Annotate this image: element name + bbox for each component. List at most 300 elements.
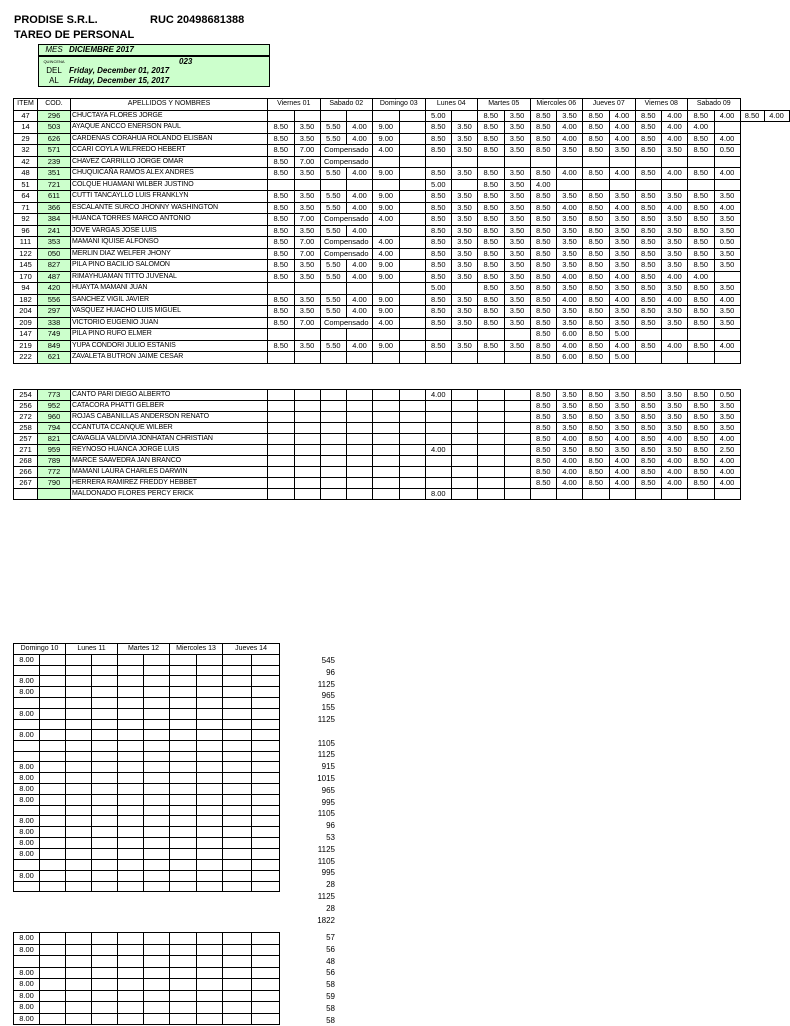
table-row: [14, 202, 790, 214]
hours-cell: [530, 489, 557, 500]
table-row: [14, 687, 280, 698]
hours-cell: [40, 741, 66, 751]
employee-name: SANCHEZ VIGIL JAVIER: [71, 294, 268, 306]
table-row: [14, 179, 790, 191]
hours-cell: [347, 179, 373, 191]
hours-cell: [92, 708, 118, 719]
hours-cell: 9.00: [373, 340, 400, 352]
hours-cell: [66, 816, 92, 827]
hours-cell: 5.00: [609, 352, 635, 364]
total-value: 1125: [317, 714, 335, 724]
hours-cell: 3.50: [294, 122, 320, 134]
hours-cell: 3.50: [557, 260, 583, 272]
hours-cell: [452, 489, 478, 500]
hours-cell: [170, 772, 197, 783]
hours-cell: [478, 434, 505, 445]
total-value: 1125: [317, 844, 335, 854]
employee-code: 749: [38, 329, 71, 341]
hours-cell: 3.50: [504, 214, 530, 226]
hours-cell: [170, 708, 197, 719]
column-header: Martes 12: [118, 644, 170, 655]
hours-cell: 3.50: [452, 168, 478, 180]
hours-cell: 3.50: [714, 225, 740, 237]
employee-code: 789: [38, 456, 71, 467]
hours-cell: 5.50: [320, 260, 347, 272]
table-row: [14, 805, 280, 815]
hours-cell: [223, 655, 252, 666]
employee-code: 556: [38, 294, 71, 306]
total-value: 58: [326, 1003, 335, 1013]
hours-cell: 8.50: [583, 478, 610, 489]
hours-cell: [170, 870, 197, 881]
hours-cell: 8.50: [583, 423, 610, 434]
hours-cell: [714, 122, 740, 134]
hours-cell: [66, 676, 92, 687]
hours-cell: 3.50: [294, 225, 320, 237]
hours-cell: [478, 467, 505, 478]
hours-cell: 4.00: [662, 168, 688, 180]
hours-cell: [223, 708, 252, 719]
employee-name: CHAVEZ CARRILLO JORGE OMAR: [71, 156, 268, 168]
total-value: 96: [326, 821, 335, 831]
hours-cell: 8.00: [14, 655, 40, 666]
hours-cell: [118, 805, 144, 815]
hours-cell: 8.50: [635, 248, 662, 260]
date-range-box: [38, 56, 270, 87]
hours-cell: [196, 990, 223, 1002]
hours-cell: [144, 719, 170, 729]
hours-cell: [66, 881, 92, 891]
hours-cell: [170, 967, 197, 979]
hours-cell: [294, 179, 320, 191]
hours-cell: 8.50: [688, 191, 715, 203]
hours-cell: [399, 489, 425, 500]
hours-cell: [196, 794, 223, 805]
hours-cell: 8.50: [530, 248, 557, 260]
hours-cell: [170, 794, 197, 805]
hours-cell: [635, 489, 662, 500]
hours-cell: 8.00: [14, 783, 40, 794]
hours-cell: [688, 329, 715, 341]
hours-cell: [714, 352, 740, 364]
hours-cell: 8.50: [583, 401, 610, 412]
hours-cell: [251, 772, 280, 783]
hours-cell: 8.50: [268, 271, 295, 283]
total-value: 995: [321, 797, 335, 807]
hours-cell: 4.00: [609, 110, 635, 122]
hours-cell: [40, 698, 66, 708]
hours-cell: [399, 133, 425, 145]
hours-cell: 8.50: [635, 168, 662, 180]
hours-cell: [251, 827, 280, 838]
hours-cell: [662, 329, 688, 341]
hours-cell: 8.50: [425, 133, 452, 145]
hours-cell: [40, 687, 66, 698]
hours-cell: [347, 412, 373, 423]
hours-cell: [251, 794, 280, 805]
hours-cell: 8.50: [530, 390, 557, 401]
hours-cell: [223, 794, 252, 805]
hours-cell: 8.50: [530, 423, 557, 434]
hours-cell: [144, 794, 170, 805]
hours-cell: [373, 329, 400, 341]
hours-cell: [478, 478, 505, 489]
hours-cell: [92, 979, 118, 991]
company-name: PRODISE S.R.L.: [14, 14, 98, 26]
hours-cell: [251, 990, 280, 1002]
table-row: [14, 340, 790, 352]
hours-cell: [373, 179, 400, 191]
hours-cell: [92, 761, 118, 772]
hours-cell: 8.50: [688, 478, 715, 489]
hours-cell: [66, 944, 92, 956]
hours-cell: [196, 655, 223, 666]
hours-cell: 3.50: [294, 133, 320, 145]
hours-cell: 8.50: [530, 145, 557, 157]
hours-cell: [347, 283, 373, 295]
hours-cell: [294, 467, 320, 478]
hours-cell: 4.00: [609, 467, 635, 478]
hours-cell: [118, 881, 144, 891]
hours-cell: [40, 708, 66, 719]
hours-cell: 4.00: [425, 445, 452, 456]
hours-cell: 5.50: [320, 133, 347, 145]
hours-cell: [66, 794, 92, 805]
hours-cell: 3.50: [557, 191, 583, 203]
employee-name: MERLIN DIAZ WELFER JHONY: [71, 248, 268, 260]
total-value: [280, 726, 335, 738]
hours-cell: [251, 870, 280, 881]
hours-cell: [223, 1002, 252, 1014]
hours-cell: 8.50: [530, 445, 557, 456]
column-header: Sabado 09: [688, 99, 741, 111]
hours-cell: [478, 401, 505, 412]
hours-cell: 8.00: [14, 944, 40, 956]
hours-cell: [504, 156, 530, 168]
hours-cell: [399, 456, 425, 467]
hours-cell: [40, 719, 66, 729]
hours-cell: 8.50: [635, 237, 662, 249]
hours-cell: [66, 698, 92, 708]
item-number: 94: [14, 283, 38, 295]
employee-name: ZAVALETA BUTRON JAIME CESAR: [71, 352, 268, 364]
item-number: 32: [14, 145, 38, 157]
hours-cell: [268, 467, 295, 478]
hours-cell: 4.00: [557, 202, 583, 214]
hours-cell: 8.50: [478, 340, 505, 352]
hours-cell: [196, 816, 223, 827]
hours-cell: [347, 423, 373, 434]
table-row: [14, 412, 790, 423]
hours-cell: [196, 666, 223, 676]
table-row: [14, 271, 790, 283]
hours-cell: [635, 156, 662, 168]
hours-cell: 8.50: [688, 133, 715, 145]
hours-cell: [118, 870, 144, 881]
hours-cell: 8.50: [583, 317, 610, 329]
employee-code: 827: [38, 260, 71, 272]
hours-cell: 8.50: [268, 214, 295, 226]
hours-cell: 8.50: [635, 401, 662, 412]
hours-cell: 3.50: [609, 260, 635, 272]
item-number: 257: [14, 434, 38, 445]
hours-cell: [452, 401, 478, 412]
hours-cell: 8.50: [478, 179, 505, 191]
hours-cell: [452, 478, 478, 489]
item-number: 256: [14, 401, 38, 412]
ruc-number: RUC 20498681388: [150, 14, 245, 26]
hours-cell: 8.50: [425, 122, 452, 134]
hours-cell: 8.50: [740, 110, 764, 122]
hours-cell: 8.50: [583, 225, 610, 237]
hours-cell: [66, 730, 92, 741]
hours-cell: [223, 860, 252, 870]
hours-cell: [170, 676, 197, 687]
hours-cell: [294, 110, 320, 122]
hours-cell: [347, 110, 373, 122]
hours-cell: [251, 783, 280, 794]
continuation-table-1: [13, 643, 280, 892]
hours-cell: 4.00: [557, 340, 583, 352]
mes-value: DICIEMBRE 2017: [69, 45, 134, 54]
employee-code: 772: [38, 467, 71, 478]
employee-code: 487: [38, 271, 71, 283]
hours-cell: [196, 751, 223, 761]
hours-cell: [373, 467, 400, 478]
hours-cell: 3.50: [662, 237, 688, 249]
hours-cell: 5.50: [320, 191, 347, 203]
hours-cell: [251, 849, 280, 860]
total-value: 965: [321, 785, 335, 795]
hours-cell: [66, 956, 92, 968]
quincena-label: QUINCENA: [43, 59, 65, 64]
hours-cell: [170, 990, 197, 1002]
hours-cell: 9.00: [373, 271, 400, 283]
hours-cell: 8.50: [268, 122, 295, 134]
employee-code: 338: [38, 317, 71, 329]
column-header: APELLIDOS Y NOMBRES: [71, 99, 268, 111]
column-header: Miercoles 06: [530, 99, 583, 111]
hours-cell: 4.00: [714, 434, 740, 445]
hours-cell: [118, 687, 144, 698]
hours-cell: 3.50: [452, 191, 478, 203]
hours-cell: 8.50: [268, 191, 295, 203]
hours-cell: [40, 860, 66, 870]
hours-cell: 3.50: [557, 110, 583, 122]
hours-cell: [118, 666, 144, 676]
item-number: 222: [14, 352, 38, 364]
hours-cell: 4.00: [688, 122, 715, 134]
hours-cell: 4.00: [662, 294, 688, 306]
hours-cell: 5.50: [320, 340, 347, 352]
employee-code: 959: [38, 445, 71, 456]
employee-name: CHUCTAYA FLORES JORGE: [71, 110, 268, 122]
hours-cell: 8.50: [583, 168, 610, 180]
hours-cell: [478, 352, 505, 364]
hours-cell: 3.50: [294, 306, 320, 318]
hours-cell: [251, 761, 280, 772]
hours-cell: [294, 352, 320, 364]
hours-cell: 8.50: [530, 467, 557, 478]
hours-cell: [399, 401, 425, 412]
hours-cell: 8.50: [688, 412, 715, 423]
hours-cell: [196, 944, 223, 956]
employee-code: 721: [38, 179, 71, 191]
hours-cell: [399, 317, 425, 329]
hours-cell: 3.50: [609, 191, 635, 203]
hours-cell: [170, 730, 197, 741]
continuation-table-2: [13, 932, 280, 1025]
hours-cell: [66, 933, 92, 945]
hours-cell: [118, 719, 144, 729]
hours-cell: [66, 1013, 92, 1025]
hours-cell: [251, 956, 280, 968]
hours-cell: [66, 741, 92, 751]
hours-cell: 7.00: [294, 145, 320, 157]
hours-cell: [92, 751, 118, 761]
hours-cell: [170, 719, 197, 729]
table-row: [14, 783, 280, 794]
hours-cell: [118, 956, 144, 968]
table-row: [14, 214, 790, 226]
hours-cell: Compensado: [320, 237, 373, 249]
hours-cell: 8.50: [425, 145, 452, 157]
hours-cell: 8.50: [583, 214, 610, 226]
hours-cell: [714, 489, 740, 500]
hours-cell: [66, 838, 92, 849]
hours-cell: [504, 456, 530, 467]
hours-cell: 8.50: [478, 317, 505, 329]
hours-cell: 8.50: [478, 225, 505, 237]
hours-cell: [118, 979, 144, 991]
hours-cell: [144, 730, 170, 741]
hours-cell: [635, 179, 662, 191]
hours-cell: [92, 676, 118, 687]
hours-cell: 8.00: [14, 1002, 40, 1014]
hours-cell: [170, 751, 197, 761]
hours-cell: 3.50: [504, 248, 530, 260]
hours-cell: [268, 423, 295, 434]
hours-cell: [399, 329, 425, 341]
hours-cell: 8.50: [268, 145, 295, 157]
hours-cell: 5.50: [320, 306, 347, 318]
hours-cell: [170, 783, 197, 794]
hours-cell: 4.00: [609, 294, 635, 306]
hours-cell: 4.00: [557, 456, 583, 467]
hours-cell: [40, 1002, 66, 1014]
employee-code: 821: [38, 434, 71, 445]
hours-cell: 3.50: [557, 412, 583, 423]
hours-cell: [294, 478, 320, 489]
employee-name: VASQUEZ HUACHO LUIS MIGUEL: [71, 306, 268, 318]
hours-cell: [294, 445, 320, 456]
employee-code: 050: [38, 248, 71, 260]
hours-cell: [92, 838, 118, 849]
hours-cell: Compensado: [320, 156, 373, 168]
employee-name: MAMANI LAURA CHARLES DARWIN: [71, 467, 268, 478]
employee-name: COLQUE HUAMANI WILBER JUSTINO: [71, 179, 268, 191]
hours-cell: [196, 772, 223, 783]
column-header: Viernes 08: [635, 99, 688, 111]
hours-cell: 8.50: [530, 340, 557, 352]
hours-cell: [662, 489, 688, 500]
hours-cell: [14, 956, 40, 968]
hours-cell: 3.50: [504, 294, 530, 306]
hours-cell: 8.50: [425, 306, 452, 318]
table-row: [14, 401, 790, 412]
hours-cell: [144, 870, 170, 881]
hours-cell: 9.00: [373, 122, 400, 134]
total-value: 1105: [317, 856, 335, 866]
hours-cell: [196, 708, 223, 719]
hours-cell: 4.00: [425, 390, 452, 401]
mes-label: MES: [45, 45, 63, 54]
hours-cell: 4.00: [373, 145, 400, 157]
hours-cell: 4.00: [557, 478, 583, 489]
employee-code: 503: [38, 122, 71, 134]
hours-cell: [478, 390, 505, 401]
hours-cell: [478, 412, 505, 423]
hours-cell: [504, 467, 530, 478]
hours-cell: [452, 445, 478, 456]
hours-cell: 3.50: [504, 237, 530, 249]
employee-name: MAMANI IQUISE ALFONSO: [71, 237, 268, 249]
hours-cell: 8.50: [583, 434, 610, 445]
column-header: Lunes 11: [66, 644, 118, 655]
hours-cell: 9.00: [373, 133, 400, 145]
hours-cell: 3.50: [504, 168, 530, 180]
hours-cell: 8.50: [635, 434, 662, 445]
table-row: [14, 248, 790, 260]
item-number: 254: [14, 390, 38, 401]
hours-cell: [452, 412, 478, 423]
hours-cell: [66, 1002, 92, 1014]
hours-cell: [425, 352, 452, 364]
hours-cell: [251, 933, 280, 945]
hours-cell: [118, 1002, 144, 1014]
hours-cell: 8.50: [530, 214, 557, 226]
hours-cell: [196, 933, 223, 945]
item-number: 51: [14, 179, 38, 191]
hours-cell: 8.50: [530, 122, 557, 134]
hours-cell: [452, 390, 478, 401]
hours-cell: [118, 751, 144, 761]
employee-code: 420: [38, 283, 71, 295]
hours-cell: 9.00: [373, 202, 400, 214]
hours-cell: 4.00: [714, 340, 740, 352]
hours-cell: [40, 783, 66, 794]
hours-cell: 9.00: [373, 306, 400, 318]
total-value: 545: [321, 656, 335, 665]
hours-cell: 8.50: [425, 294, 452, 306]
hours-cell: [14, 698, 40, 708]
hours-cell: 8.50: [425, 237, 452, 249]
hours-cell: 4.00: [609, 478, 635, 489]
hours-cell: [40, 827, 66, 838]
hours-cell: [373, 456, 400, 467]
hours-cell: 8.00: [14, 761, 40, 772]
hours-cell: [452, 329, 478, 341]
hours-cell: [425, 423, 452, 434]
hours-cell: 3.50: [557, 248, 583, 260]
column-header: Miercoles 13: [170, 644, 223, 655]
item-number: 145: [14, 260, 38, 272]
hours-cell: [347, 445, 373, 456]
hours-cell: [425, 156, 452, 168]
hours-cell: 8.50: [530, 271, 557, 283]
hours-cell: [40, 816, 66, 827]
hours-cell: 8.50: [425, 225, 452, 237]
